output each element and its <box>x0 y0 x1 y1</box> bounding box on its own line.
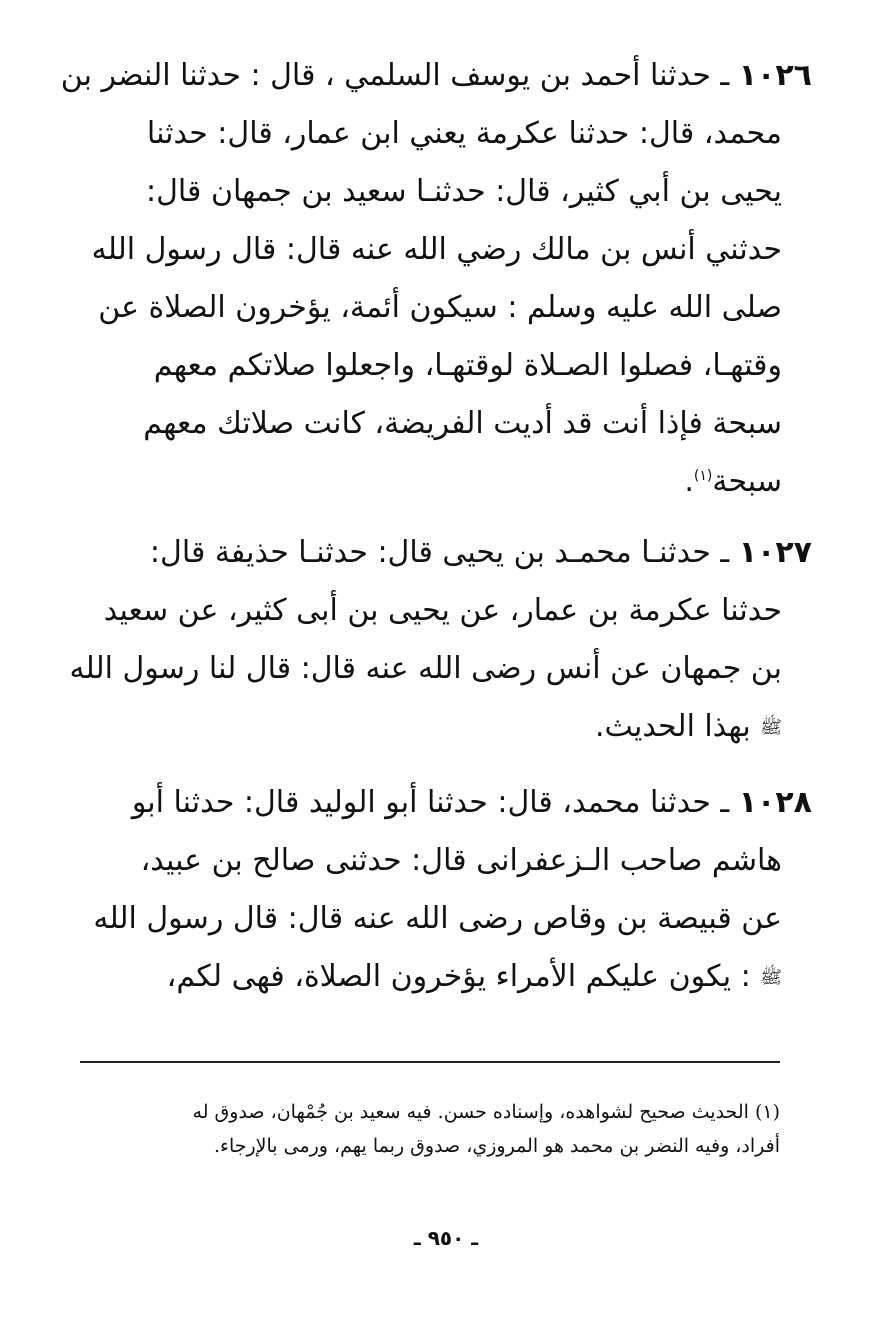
page-number: ـ ٩٥٠ ـ <box>413 1226 479 1250</box>
footnote-marker: (١) <box>754 1101 780 1123</box>
hadith-number: ١٠٢٦ <box>738 58 812 93</box>
salawat-glyph: ﷺ <box>760 966 782 988</box>
hadith-line: سبحة فإذا أنت قد أديت الفريضة، كانت صلاتك معهم <box>143 406 782 441</box>
hadith-line: بن جمهان عن أنس رضى الله عنه قال: قال لنا رسول الله <box>69 651 782 686</box>
hadith-line: صلى الله عليه وسلم : سيكون أئمة، يؤخرون الصلاة عن <box>98 290 782 325</box>
hadith-line: هاشم صاحب الـزعفرانى قال: حدثنى صالح بن عبيد، <box>140 843 782 878</box>
hadith-dash: ـ <box>710 785 739 820</box>
hadith-text: سبحة <box>712 464 782 499</box>
salawat-glyph: ﷺ <box>760 716 782 738</box>
hadith-line <box>82 524 812 582</box>
hadith-dash: ـ <box>710 58 739 93</box>
hadith-text: حدثنا محمد، قال: حدثنا أبو الوليد قال: حدثنا أبو <box>131 785 711 820</box>
hadith-text: حدثنـا محمـد بن يحيى قال: حدثنـا حذيفة قال: <box>149 535 711 570</box>
footnote-reference: (١) <box>693 468 713 484</box>
hadith-line <box>82 453 782 511</box>
hadith-dash: ـ <box>710 535 739 570</box>
hadith-number: ١٠٢٨ <box>738 785 812 820</box>
footnote-line: أفراد، وفيه النضر بن محمد هو المروزي، صدوق ربما يهم، ورمى بالإرجاء. <box>213 1135 780 1157</box>
hadith-line: محمد، قال: حدثنا عكرمة يعني ابن عمار، قال: حدثنا <box>146 116 782 151</box>
hadith-line <box>60 47 812 105</box>
footnote <box>80 1095 780 1163</box>
hadith-1027 <box>69 524 812 756</box>
hadith-number: ١٠٢٧ <box>738 535 812 570</box>
hadith-line: عن قبيصة بن وقاص رضى الله عنه قال: قال رسول الله <box>93 901 782 936</box>
hadith-line: حدثنا عكرمة بن عمار، عن يحيى بن أبى كثير، عن سعيد <box>103 593 782 628</box>
hadith-1028 <box>82 774 812 1006</box>
hadith-1026 <box>60 47 812 511</box>
footnote-divider <box>80 1061 780 1063</box>
hadith-line: يحيى بن أبي كثير، قال: حدثنـا سعيد بن جمهان قال: <box>146 174 782 209</box>
hadith-line <box>82 774 812 832</box>
sentence-end: . <box>684 464 694 499</box>
hadith-line: حدثني أنس بن مالك رضي الله عنه قال: قال رسول الله <box>91 232 782 267</box>
hadith-line <box>82 948 782 1006</box>
hadith-text: بهذا الحديث. <box>594 709 751 744</box>
hadith-line: وقتهـا، فصلوا الصـلاة لوقتهـا، واجعلوا صلاتكم معهم <box>153 348 782 383</box>
footnote-line <box>80 1095 780 1129</box>
hadith-line <box>82 698 782 756</box>
hadith-text: حدثنا أحمد بن يوسف السلمي ، قال : حدثنا النضر بن <box>60 58 711 93</box>
hadith-text: : يكون عليكم الأمراء يؤخرون الصلاة، فهى لكم، <box>166 959 751 994</box>
footnote-text: الحديث صحيح لشواهده، وإسناده حسن. فيه سعيد بن جُمْهان، صدوق له <box>192 1101 749 1123</box>
